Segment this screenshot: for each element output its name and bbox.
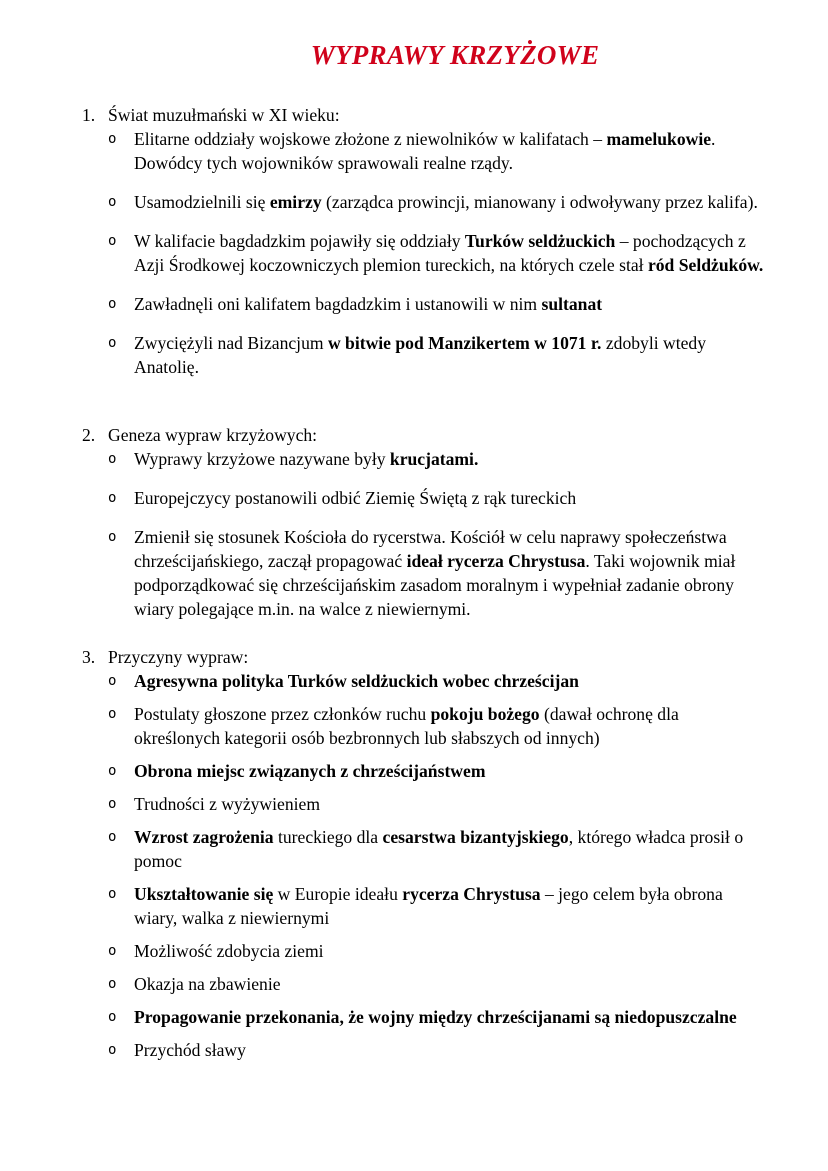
bold-text: ideał rycerza Chrystusa (406, 551, 586, 571)
item-text: Wyprawy krzyżowe nazywane były (134, 449, 390, 469)
bold-text: rycerza Chrystusa (402, 884, 541, 904)
bold-text: ród Seldżuków. (647, 255, 764, 275)
item-text: . Taki wojownik miał podporządkować się chrześcijańskim zasadom moralnym i wypełniał zadanie obrony wiary polegające m.in. na walce z niewiernymi. (134, 551, 736, 619)
section-title: Geneza wypraw krzyżowych: (108, 425, 318, 445)
bullet-marker: o (108, 943, 117, 959)
section-heading (82, 423, 768, 447)
list-item (108, 792, 768, 816)
item-text: – pochodzących z Azji Środkowej koczowniczych plemion tureckich, na których czele stał (134, 231, 746, 275)
section-3 (82, 645, 768, 1062)
item-text: zdobyli wtedy Anatolię. (134, 333, 707, 377)
list-item (108, 292, 768, 316)
list-item (108, 1038, 768, 1062)
section-title: Świat muzułmański w XI wieku: (108, 105, 340, 125)
bold-text: Turków seldżuckich (464, 231, 616, 251)
bullet-marker: o (108, 131, 117, 147)
bold-text: w bitwie pod Manzikertem w 1071 r. (327, 333, 602, 353)
section-2 (82, 423, 768, 621)
bullet-marker: o (108, 233, 117, 249)
item-text: Przychód sławy (134, 1040, 246, 1060)
item-text: (dawał ochronę dla określonych kategorii osób bezbronnych lub słabszych od innych) (134, 704, 679, 748)
bullet-marker: o (108, 706, 117, 722)
list-item (108, 525, 768, 621)
item-text: Postulaty głoszone przez członków ruchu (134, 704, 431, 724)
list-item (108, 127, 768, 175)
list-item (108, 825, 768, 873)
list-item (108, 669, 768, 693)
bullet-marker: o (108, 529, 117, 545)
bold-text: Ukształtowanie się (134, 884, 274, 904)
section-heading (82, 645, 768, 669)
bullet-marker: o (108, 1042, 117, 1058)
item-text: Europejczycy postanowili odbić Ziemię Świętą z rąk tureckich (134, 488, 577, 508)
item-text: w Europie ideału (273, 884, 403, 904)
bold-text: sultanat (541, 294, 603, 314)
item-text: Trudności z wyżywieniem (134, 794, 321, 814)
list-item (108, 486, 768, 510)
bullet-list (82, 447, 768, 621)
item-text: Zwyciężyli nad Bizancjum (134, 333, 328, 353)
list-item (108, 882, 768, 930)
item-text: W kalifacie bagdadzkim pojawiły się oddziały (134, 231, 465, 251)
bullet-marker: o (108, 673, 117, 689)
bullet-marker: o (108, 451, 117, 467)
item-text: Okazja na zbawienie (134, 974, 281, 994)
bold-text: krucjatami. (389, 449, 479, 469)
list-item (108, 702, 768, 750)
bullet-marker: o (108, 490, 117, 506)
bold-text: Wzrost zagrożenia (134, 827, 274, 847)
list-item (108, 972, 768, 996)
page-title: WYPRAWY KRZYŻOWE (310, 40, 600, 70)
section-number: 2. (82, 425, 96, 445)
bold-text: Propagowanie przekonania, że wojny między chrześcijanami są niedopuszczalne (134, 1007, 737, 1027)
bullet-marker: o (108, 194, 117, 210)
bold-text: pokoju bożego (430, 704, 540, 724)
item-text: . Dowódcy tych wojowników sprawowali realne rządy. (134, 129, 716, 173)
list-item (108, 229, 768, 277)
bullet-marker: o (108, 829, 117, 845)
bold-text: mamelukowie (606, 129, 712, 149)
section-number: 1. (82, 105, 96, 125)
bullet-marker: o (108, 296, 117, 312)
section-title: Przyczyny wypraw: (108, 647, 249, 667)
item-text: Elitarne oddziały wojskowe złożone z niewolników w kalifatach – (134, 129, 607, 149)
item-text: Zmienił się stosunek Kościoła do rycerstwa. Kościół w celu naprawy społeczeństwa chrześcijańskiego, zaczął propagować (134, 527, 727, 571)
list-item (108, 759, 768, 783)
bullet-list (82, 669, 768, 1062)
item-text: , którego władca prosił o pomoc (134, 827, 744, 871)
item-text: Możliwość zdobycia ziemi (134, 941, 324, 961)
list-item (108, 331, 768, 379)
bullet-list (82, 127, 768, 379)
list-item (108, 939, 768, 963)
spacer (82, 621, 768, 645)
item-text: – jego celem była obrona wiary, walka z niewiernymi (134, 884, 723, 928)
list-item (108, 190, 768, 214)
bold-text: cesarstwa bizantyjskiego (382, 827, 569, 847)
bold-text: Agresywna polityka Turków seldżuckich wobec chrześcijan (134, 671, 579, 691)
item-text: tureckiego dla (273, 827, 383, 847)
bullet-marker: o (108, 886, 117, 902)
list-item (108, 447, 768, 471)
bullet-marker: o (108, 1009, 117, 1025)
list-item (108, 1005, 768, 1029)
bullet-marker: o (108, 796, 117, 812)
section-number: 3. (82, 647, 96, 667)
section-1 (82, 103, 768, 379)
bullet-marker: o (108, 976, 117, 992)
item-text: (zarządca prowincji, mianowany i odwoływany przez kalifa). (321, 192, 758, 212)
item-text: Zawładnęli oni kalifatem bagdadzkim i ustanowili w nim (134, 294, 542, 314)
bold-text: emirzy (269, 192, 322, 212)
bullet-marker: o (108, 335, 117, 351)
spacer (82, 379, 768, 423)
item-text: Usamodzielnili się (134, 192, 270, 212)
bold-text: Obrona miejsc związanych z chrześcijaństwem (134, 761, 486, 781)
bullet-marker: o (108, 763, 117, 779)
section-heading (82, 103, 768, 127)
